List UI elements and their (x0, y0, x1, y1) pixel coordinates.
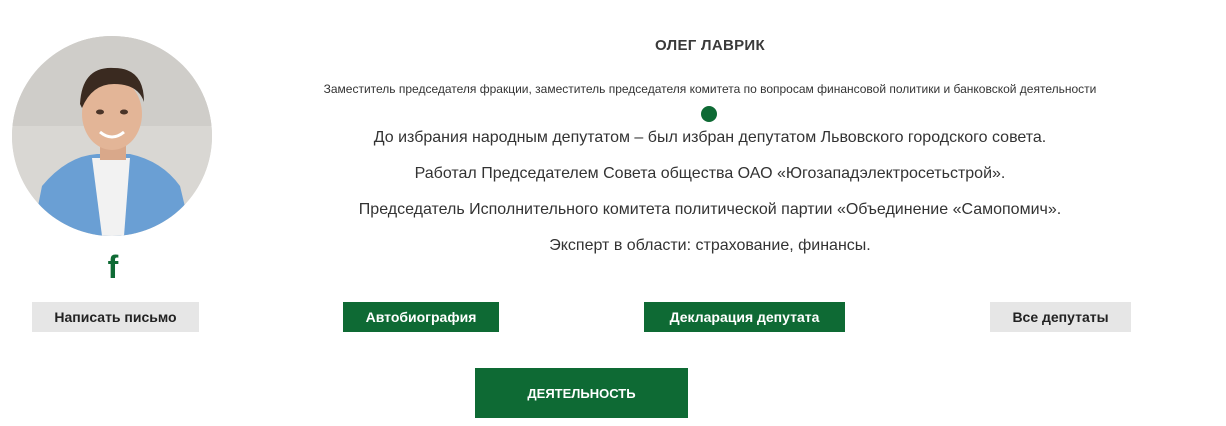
all-deputies-button[interactable]: Все депутаты (990, 302, 1131, 332)
autobiography-button[interactable]: Автобиография (343, 302, 499, 332)
write-letter-button[interactable]: Написать письмо (32, 302, 199, 332)
bio-line: До избрания народным депутатом – был избран депутатом Львовского городского совета. (373, 129, 1047, 146)
declaration-button[interactable]: Декларация депутата (644, 302, 845, 332)
bio-line: Председатель Исполнительного комитета политической партии «Объединение «Самопомич». (358, 201, 1062, 218)
separator-dot (701, 106, 717, 122)
deputy-bio (0, 126, 1226, 270)
facebook-icon[interactable]: f (107, 249, 119, 285)
deputy-position: Заместитель председателя фракции, заместитель председателя комитета по вопросам финансовой политики и банковской деятельности (323, 82, 1097, 96)
bio-line: Эксперт в области: страхование, финансы. (549, 237, 871, 254)
bio-line: Работал Председателем Совета общества ОАО «Югозападэлектросетьстрой». (414, 165, 1006, 182)
activity-button[interactable]: ДЕЯТЕЛЬНОСТЬ (475, 368, 688, 418)
deputy-name: ОЛЕГ ЛАВРИК (655, 37, 765, 54)
